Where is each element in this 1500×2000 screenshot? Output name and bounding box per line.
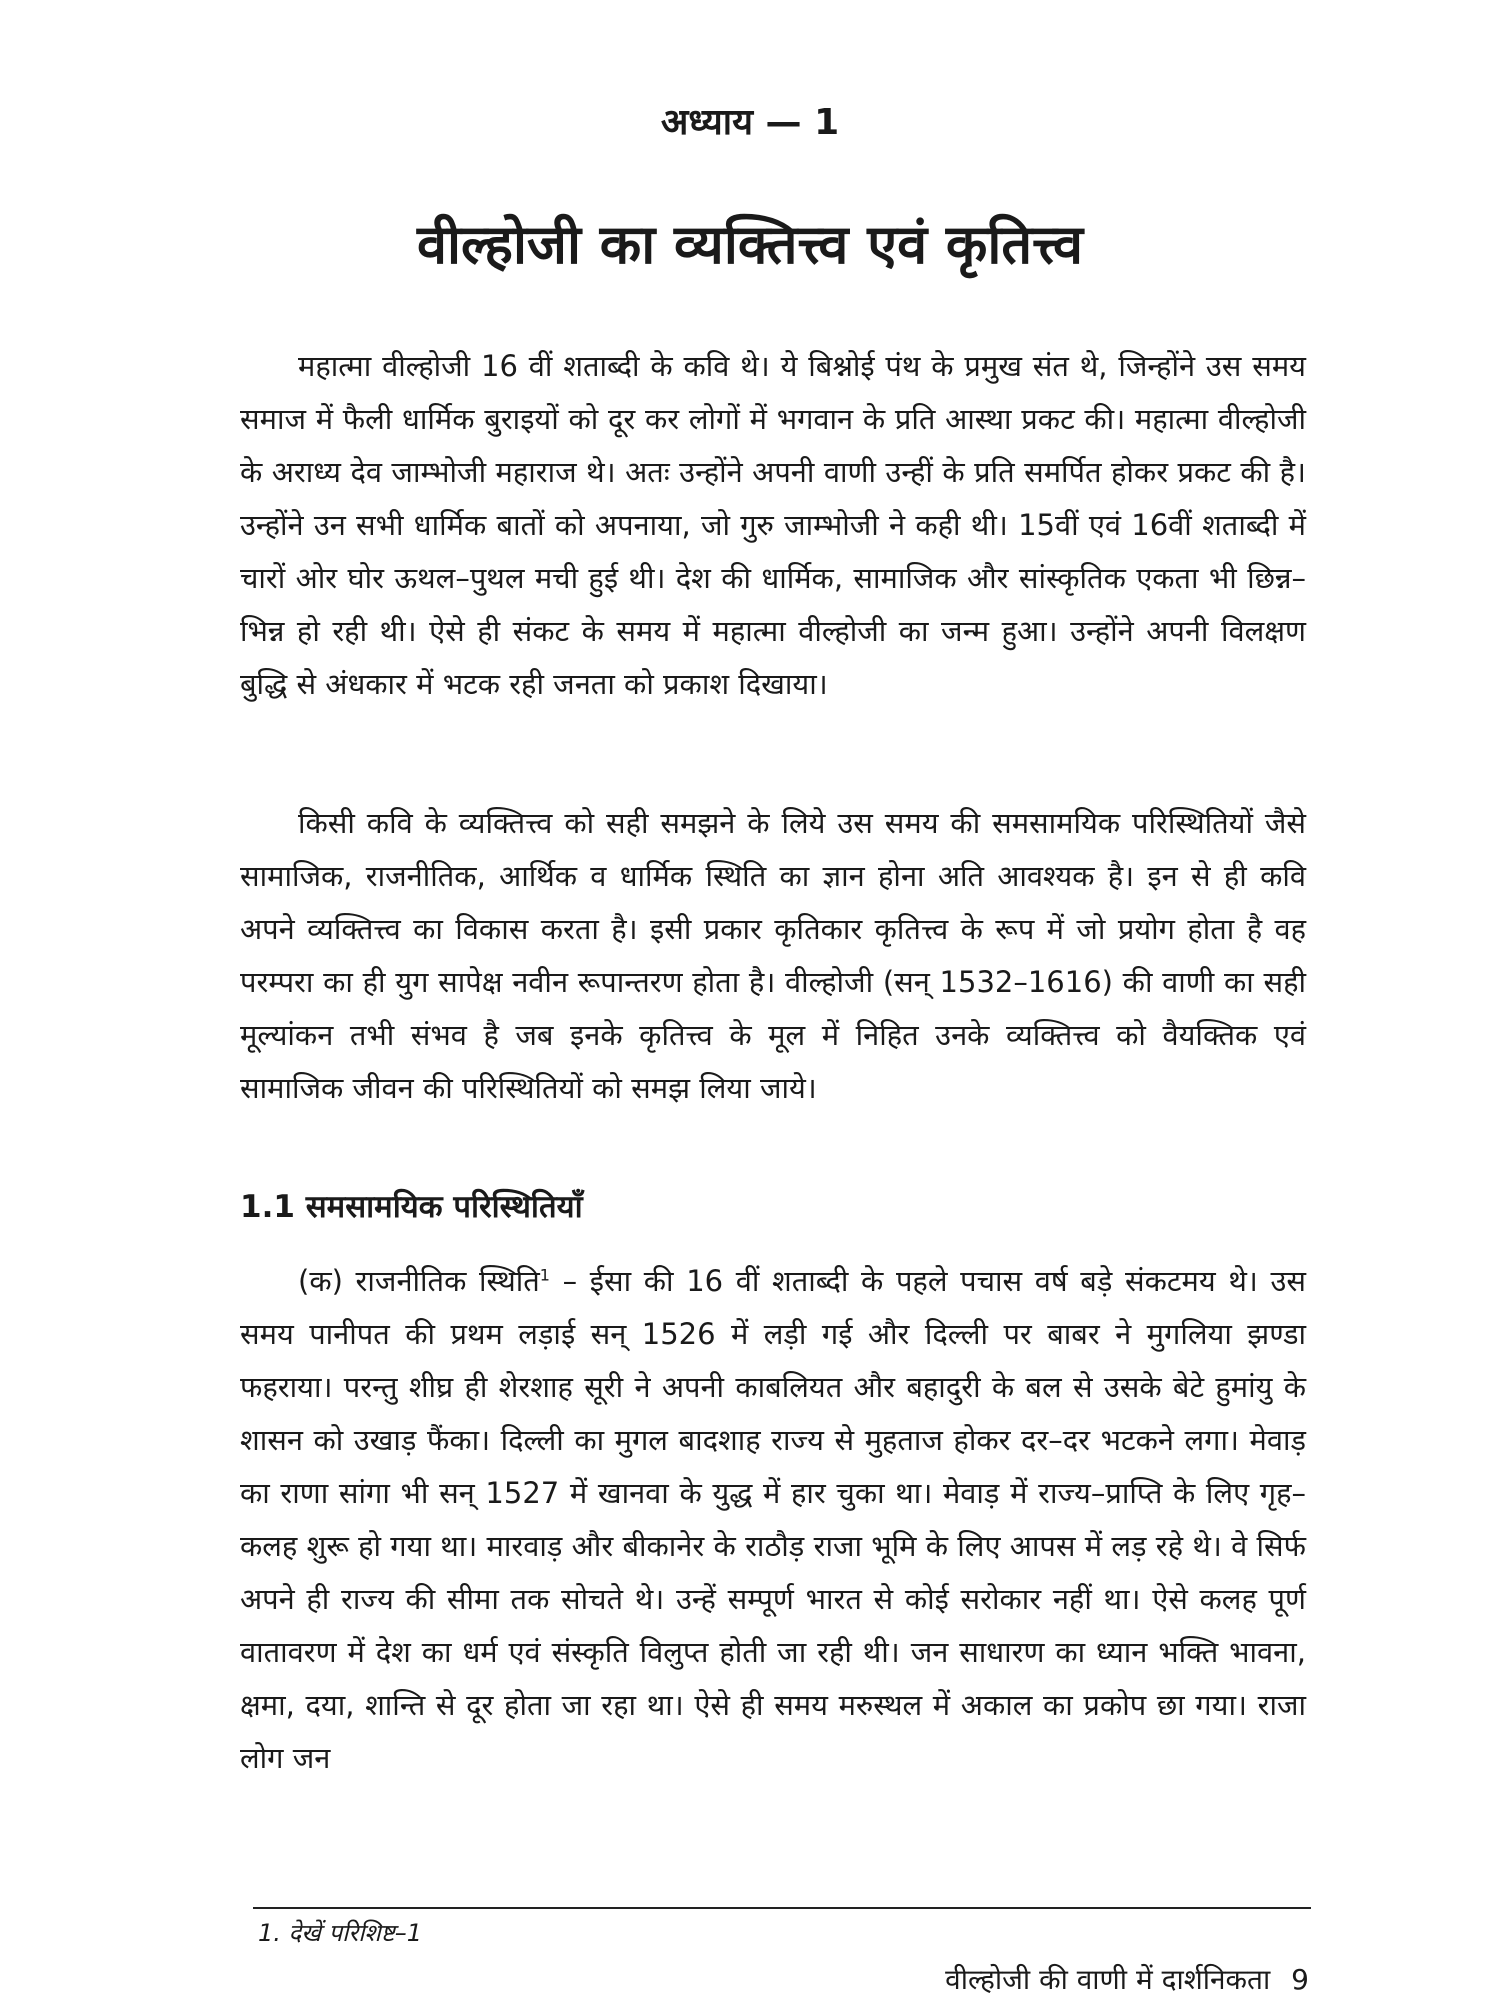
chapter-label: अध्याय — 1 xyxy=(660,102,840,143)
paragraph-3 xyxy=(240,1255,1306,1785)
paragraph-1: महात्मा वील्होजी 16 वीं शताब्दी के कवि थे। ये बिश्नोई पंथ के प्रमुख संत थे, जिन्होंने उस समय समाज में फैली धार्मिक बुराइयों को दूर कर लोगों में भगवान के प्रति आस्था प्रकट की। महात्मा वील्होजी के अराध्य देव जाम्भोजी महाराज थे। अतः उन्होंने अपनी वाणी उन्हीं के प्रति समर्पित होकर प्रकट की है। उन्होंने उन सभी धार्मिक बातों को अपनाया, जो गुरु जाम्भोजी ने कही थी। 15वीं एवं 16वीं शताब्दी में चारों ओर घोर ऊथल–पुथल मची हुई थी। देश की धार्मिक, सामाजिक और सांस्कृतिक एकता भी छिन्न–भिन्न हो रही थी। ऐसे ही संकट के समय में महात्मा वील्होजी का जन्म हुआ। उन्होंने अपनी विलक्षण बुद्धि से अंधकार में भटक रही जनता को प्रकाश दिखाया। xyxy=(240,349,1306,701)
section-heading: 1.1 समसामयिक परिस्थितियाँ xyxy=(240,1189,583,1225)
paragraph-3-body: – ईसा की 16 वीं शताब्दी के पहले पचास वर्ष बड़े संकटमय थे। उस समय पानीपत की प्रथम लड़ाई सन् 1526 में लड़ी गई और दिल्ली पर बाबर ने मुगलिया झण्डा फहराया। परन्तु शीघ्र ही शेरशाह सूरी ने अपनी काबलियत और बहादुरी के बल से उसके बेटे हुमांयु के शासन को उखाड़ फैंका। दिल्ली का मुगल बादशाह राज्य से मुहताज होकर दर–दर भटकने लगा। मेवाड़ का राणा सांगा भी सन् 1527 में खानवा के युद्ध में हार चुका था। मेवाड़ में राज्य–प्राप्ति के लिए गृह–कलह शुरू हो गया था। मारवाड़ और बीकानेर के राठौड़ राजा भूमि के लिए आपस में लड़ रहे थे। वे सिर्फ अपने ही राज्य की सीमा तक सोचते थे। उन्हें सम्पूर्ण भारत से कोई सरोकार नहीं था। ऐसे कलह पूर्ण वातावरण में देश का धर्म एवं संस्कृति विलुप्त होती जा रही थी। जन साधारण का ध्यान भक्ति भावना, क्षमा, दया, शान्ति से दूर होता जा रहा था। ऐसे ही समय मरुस्थल में अकाल का प्रकोप छा गया। राजा लोग जन xyxy=(240,1264,1306,1775)
page-number: 9 xyxy=(1291,1963,1309,1996)
footer-book-title: वील्होजी की वाणी में दार्शनिकता xyxy=(945,1963,1271,1996)
paragraph-2: किसी कवि के व्यक्तित्त्व को सही समझने के लिये उस समय की समसामयिक परिस्थितियों जैसे सामाजिक, राजनीतिक, आर्थिक व धार्मिक स्थिति का ज्ञान होना अति आवश्यक है। इन से ही कवि अपने व्यक्तित्त्व का विकास करता है। इसी प्रकार कृतिकार कृतित्त्व के रूप में जो प्रयोग होता है वह परम्परा का ही युग सापेक्ष नवीन रूपान्तरण होता है। वील्होजी (सन् 1532–1616) की वाणी का सही मूल्यांकन तभी संभव है जब इनके कृतित्त्व के मूल में निहित उनके व्यक्तित्त्व को वैयक्तिक एवं सामाजिक जीवन की परिस्थितियों को समझ लिया जाये। xyxy=(240,806,1306,1105)
footnote-divider xyxy=(253,1907,1311,1909)
footnote-reference: 1 xyxy=(539,1265,550,1285)
running-footer xyxy=(945,1960,1309,1998)
footnote: 1. देखें परिशिष्ट–1 xyxy=(258,1919,423,1947)
chapter-title: वील्होजी का व्यक्तित्त्व एवं कृतित्त्व xyxy=(416,213,1083,276)
paragraph-3-lead: (क) राजनीतिक स्थिति xyxy=(298,1264,540,1298)
